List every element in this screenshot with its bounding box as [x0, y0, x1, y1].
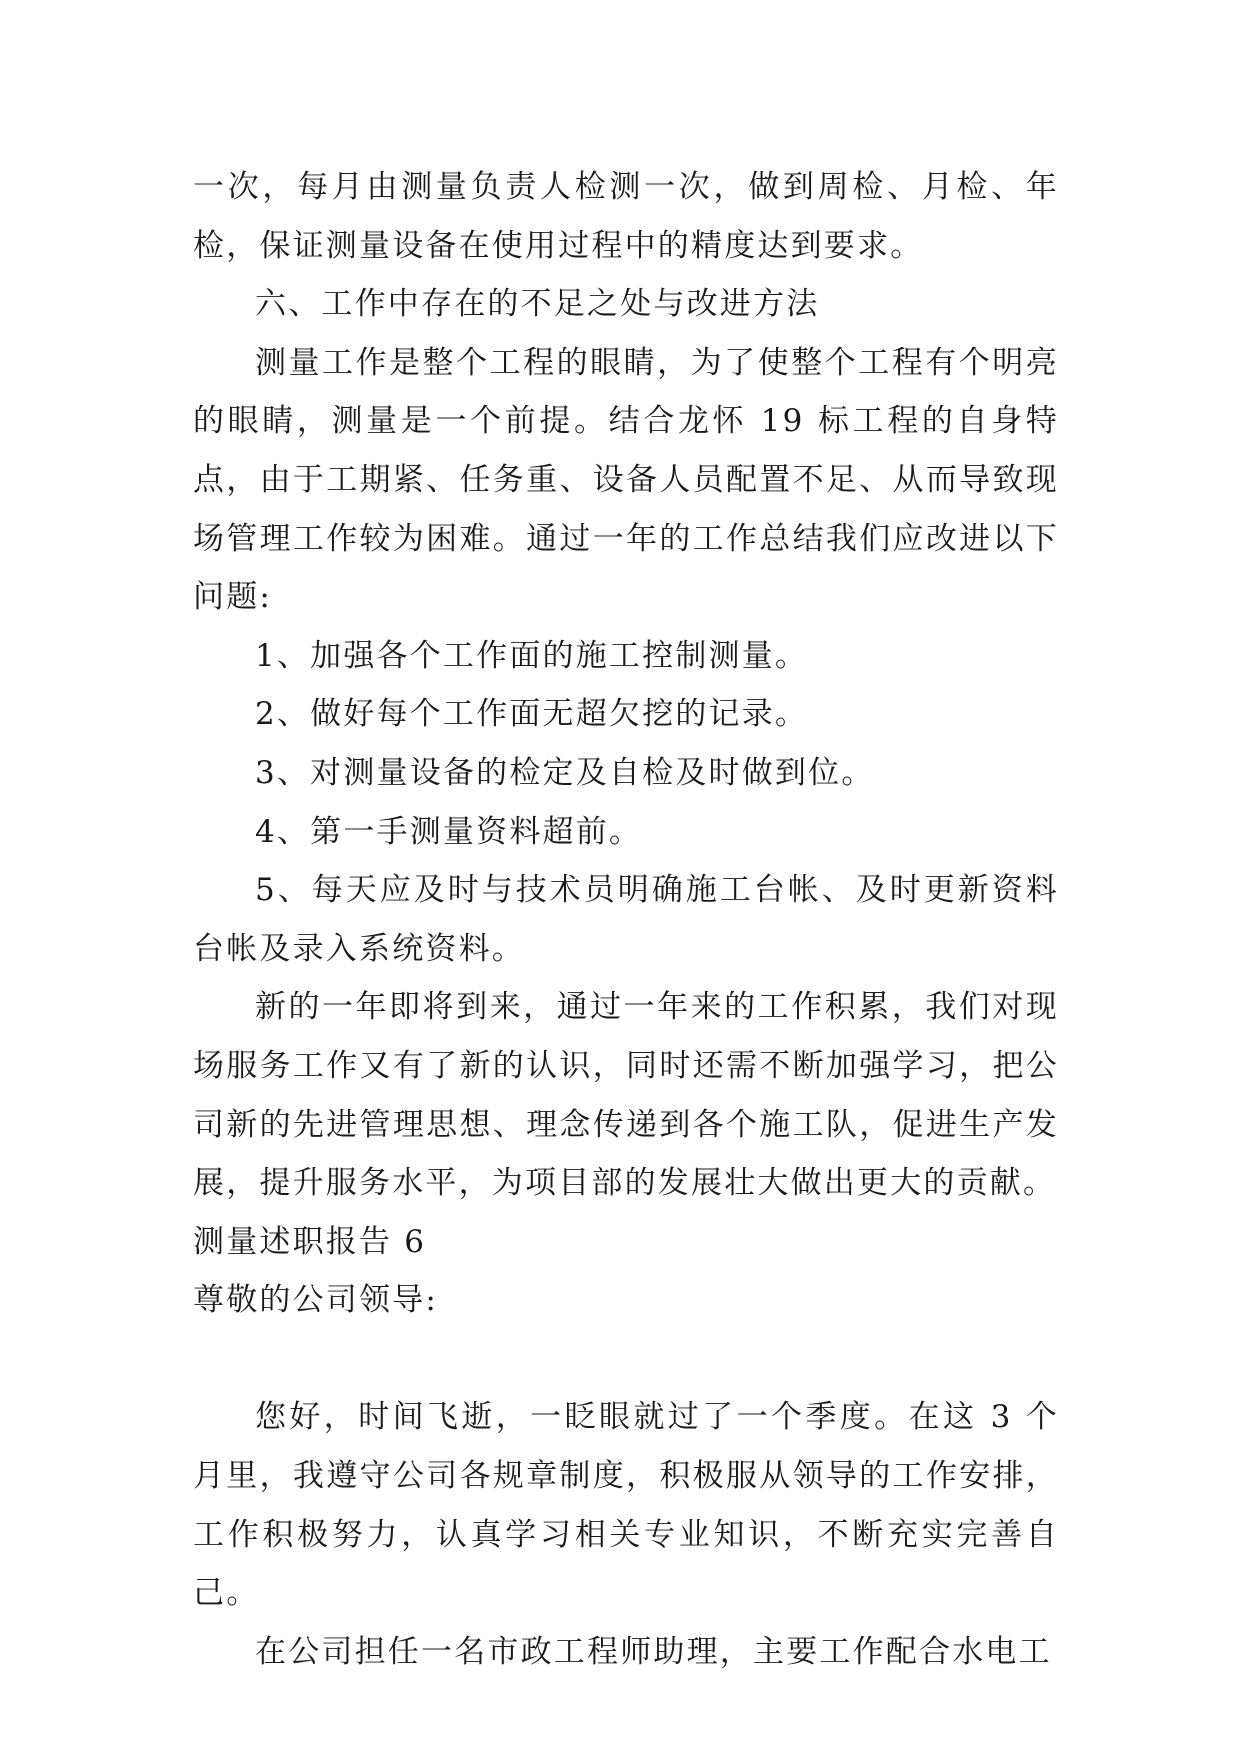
paragraph-measurement-importance: 测量工作是整个工程的眼睛，为了使整个工程有个明亮的眼睛，测量是一个前提。结合龙怀 19 标工程的自身特点，由于工期紧、任务重、设备人员配置不足、从而导致现场管理工作较为困难。通过一年的工作总结我们应改进以下问题: — [193, 344, 1059, 616]
paragraph-new-year: 新的一年即将到来，通过一年来的工作积累，我们对现场服务工作又有了新的认识，同时还需不断加强学习，把公司新的先进管理思想、理念传递到各个施工队，促进生产发展，提升服务水平，为项目部的发展壮大做出更大的贡献。 — [193, 989, 1059, 1202]
list-item-4: 4、第一手测量资料超前。 — [255, 813, 643, 850]
list-item-1: 1、加强各个工作面的施工控制测量。 — [255, 637, 809, 674]
list-item-2: 2、做好每个工作面无超欠挖的记录。 — [255, 696, 809, 733]
paragraph-continued-inspection: 一次，每月由测量负责人检测一次，做到周检、月检、年检，保证测量设备在使用过程中的精度达到要求。 — [193, 169, 1059, 264]
list-item-3: 3、对测量设备的检定及自检及时做到位。 — [255, 754, 875, 791]
blank-line — [193, 1330, 1059, 1389]
report-title-6: 测量述职报告 6 — [193, 1223, 427, 1260]
salutation: 尊敬的公司领导: — [193, 1282, 439, 1319]
document-body — [193, 158, 1059, 1681]
section-heading-shortcomings: 六、工作中存在的不足之处与改进方法 — [255, 286, 820, 323]
paragraph-greeting: 您好，时间飞逝，一眨眼就过了一个季度。在这 3 个月里，我遵守公司各规章制度，积极服从领导的工作安排，工作积极努力，认真学习相关专业知识，不断充实完善自己。 — [193, 1399, 1059, 1612]
list-item-5: 5、每天应及时与技术员明确施工台帐、及时更新资料台帐及录入系统资料。 — [193, 872, 1059, 967]
paragraph-role: 在公司担任一名市政工程师助理，主要工作配合水电工 — [255, 1633, 1052, 1670]
